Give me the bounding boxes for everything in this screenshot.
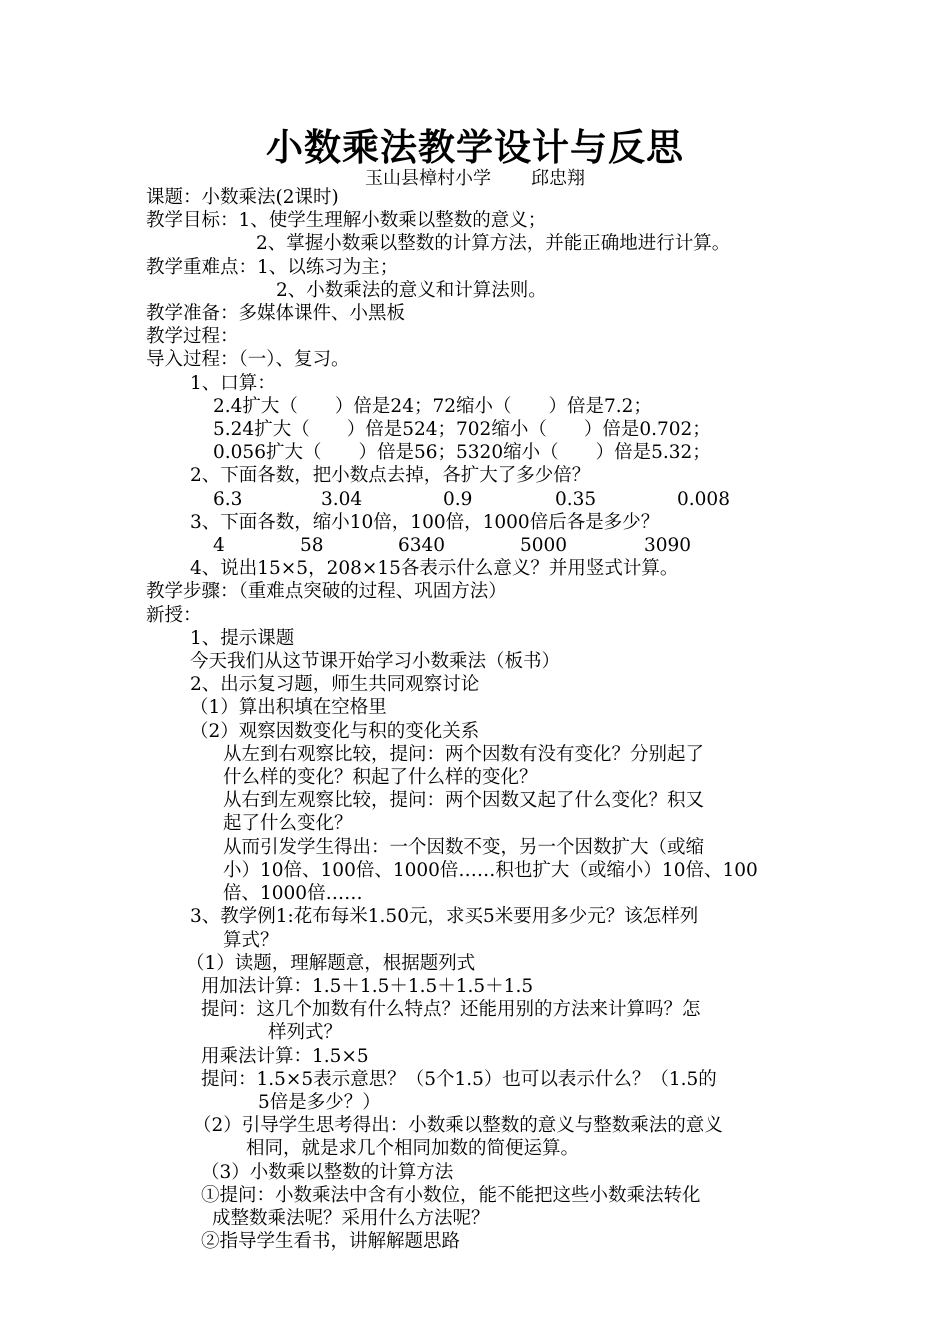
question-addends-line-1: 提问：这几个加数有什么特点？还能用别的方法来计算吗？怎 [201,999,701,1021]
step-2-heading: 2、出示复习题，师生共同观察讨论 [190,674,480,696]
document-title: 小数乘法教学设计与反思 [266,125,684,169]
observe-left-line-2: 什么样的变化？积起了什么样的变化？ [223,767,538,789]
integer-number: 5000 [520,535,568,557]
question-addends-line-2: 样列式？ [268,1022,343,1044]
decimal-number: 0.35 [555,488,597,510]
intro-heading: 导入过程：（一）、复习。 [146,349,350,371]
shrink-question: 3、下面各数，缩小10倍，100倍，1000倍后各是多少？ [190,511,660,533]
question-meaning-line-2: 5倍是多少？） [258,1091,381,1113]
step-2-sub-2: （2）观察因数变化与积的变化关系 [190,720,480,742]
addition-calc: 用加法计算：1.5＋1.5＋1.5＋1.5＋1.5 [201,975,534,997]
decimal-number-row [146,488,826,511]
question-meaning-line-1: 提问：1.5×5表示意思？（5个1.5）也可以表示什么？（1.5的 [201,1068,717,1090]
integer-number-row [146,534,826,557]
example-sub-3: （3）小数乘以整数的计算方法 [201,1161,454,1183]
conclusion-line-1: 从而引发学生得出：一个因数不变，另一个因数扩大（或缩 [223,836,705,858]
school-name: 玉山县樟村小学 [365,168,491,189]
integer-number: 58 [300,535,324,557]
lesson-topic: 课题：小数乘法(2课时) [146,187,339,208]
method-question-line-1: ①提问：小数乘法中含有小数位，能不能把这些小数乘法转化 [201,1184,701,1206]
observe-right-line-2: 起了什么变化？ [223,813,353,835]
method-guide: ②指导学生看书，讲解解题思路 [201,1231,461,1253]
goal-line-1: 教学目标：1、使学生理解小数乘以整数的意义； [146,210,547,232]
step-1-heading: 1、提示课题 [190,627,295,649]
integer-number: 6340 [398,535,446,557]
decimal-number: 6.3 [213,488,243,510]
conclusion-line-2: 小）10倍、100倍、1000倍……积也扩大（或缩小）10倍、100 [223,859,758,881]
example-1-line-1: 3、教学例1:花布每米1.50元，求买5米要用多少元？该怎样列 [190,906,699,928]
steps-heading: 教学步骤：（重难点突破的过程、巩固方法） [146,581,507,603]
integer-number: 4 [213,535,225,557]
mental-math-heading: 1、口算： [190,372,276,394]
step-1-text: 今天我们从这节课开始学习小数乘法（板书） [190,651,561,673]
example-1-line-2: 算式？ [223,929,279,951]
decimal-number: 0.9 [443,488,473,510]
multiplication-calc: 用乘法计算：1.5×5 [201,1045,369,1067]
mental-math-line-3: 0.056扩大（ ）倍是56；5320缩小（ ）倍是5.32； [213,442,711,464]
preparation-line: 教学准备：多媒体课件、小黑板 [146,303,406,325]
example-sub-2-line-2: 相同，就是求几个相同加数的简便运算。 [246,1138,580,1160]
goal-line-2: 2、掌握小数乘以整数的计算方法，并能正确地进行计算。 [256,233,731,255]
document-body [146,186,826,1253]
process-heading: 教学过程： [146,326,239,348]
meaning-question: 4、说出15×5，208×15各表示什么意义？并用竖式计算。 [190,558,679,580]
integer-number: 3090 [644,535,692,557]
key-point-line-2: 2、小数乘法的意义和计算法则。 [276,279,547,301]
mental-math-line-2: 5.24扩大（ ）倍是524；702缩小（ ）倍是0.702； [213,419,711,441]
remove-point-question: 2、下面各数，把小数点去掉，各扩大了多少倍？ [190,465,591,487]
observe-left-line-1: 从左到右观察比较，提问：两个因数有没有变化？分别起了 [223,743,705,765]
example-sub-2-line-1: （2）引导学生思考得出：小数乘以整数的意义与整数乘法的意义 [193,1115,723,1137]
method-question-line-2: 成整数乘法呢？采用什么方法呢？ [212,1207,490,1229]
step-2-sub-1: （1）算出积填在空格里 [190,697,387,719]
new-lesson-heading: 新授： [146,604,202,626]
example-sub-1: （1）读题，理解题意，根据题列式 [186,952,476,974]
conclusion-line-3: 倍、1000倍…… [223,883,363,905]
author-name: 邱忠翔 [531,168,585,189]
key-point-line-1: 教学重难点：1、以练习为主； [146,256,399,278]
decimal-number: 0.008 [677,488,730,510]
observe-right-line-1: 从右到左观察比较，提问：两个因数又起了什么变化？积又 [223,790,705,812]
mental-math-line-1: 2.4扩大（ ）倍是24；72缩小（ ）倍是7.2； [213,395,652,417]
decimal-number: 3.04 [321,488,363,510]
